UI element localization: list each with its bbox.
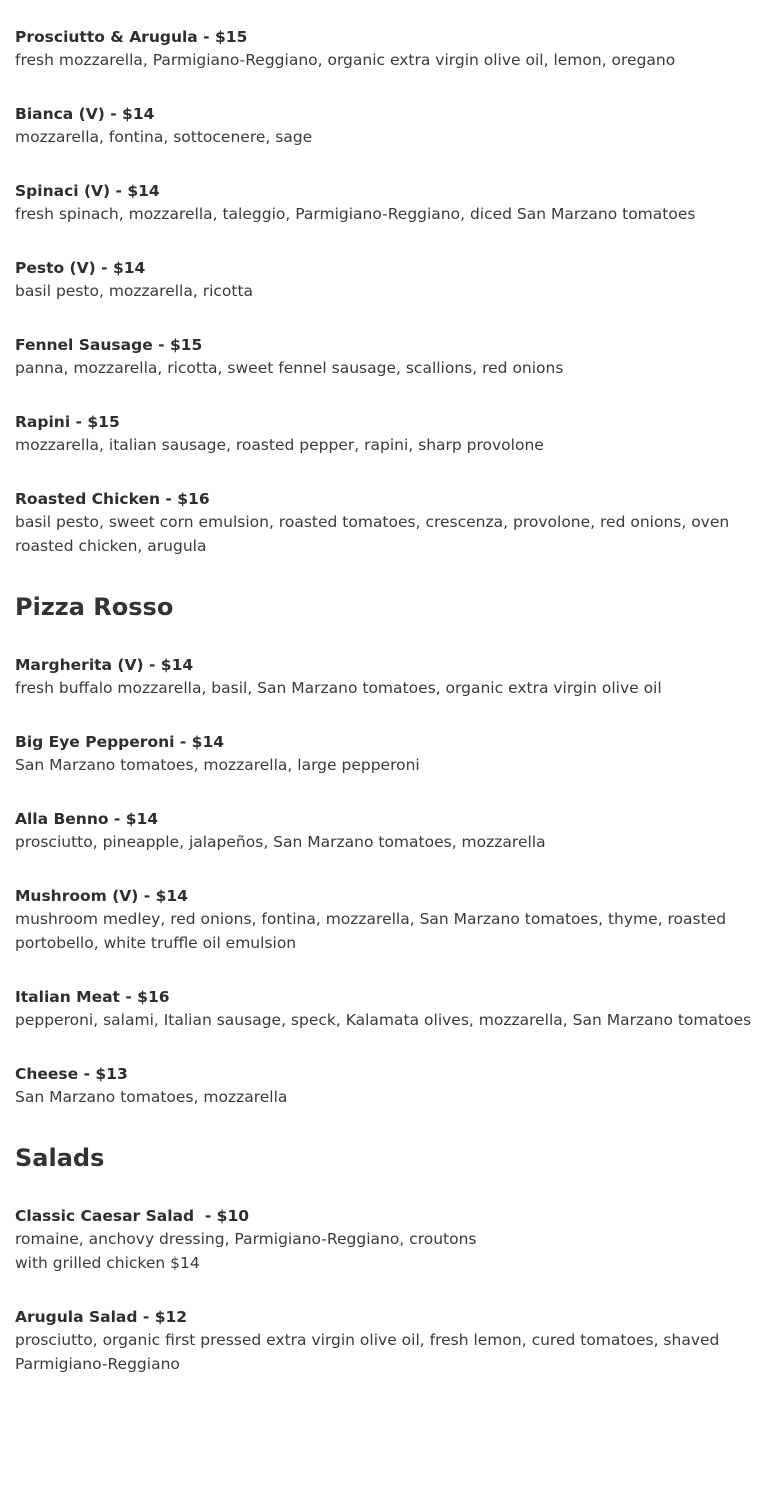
menu-item-description: pepperoni, salami, Italian sausage, speck, Kalamata olives, mozzarella, San Marzano tomatoes bbox=[15, 1011, 752, 1029]
menu-item-name: Spinaci (V) - $14 bbox=[15, 182, 160, 200]
menu-item bbox=[15, 103, 755, 149]
menu-item-name: Margherita (V) - $14 bbox=[15, 656, 194, 674]
menu-item-description: fresh spinach, mozzarella, taleggio, Parmigiano-Reggiano, diced San Marzano tomatoes bbox=[15, 205, 696, 223]
menu-item bbox=[15, 731, 755, 777]
menu-item-name: Cheese - $13 bbox=[15, 1065, 128, 1083]
menu-section-white-pizzas bbox=[15, 26, 755, 558]
menu-item-add-on: with grilled chicken $14 bbox=[15, 1254, 200, 1272]
menu-item-description: San Marzano tomatoes, mozzarella, large pepperoni bbox=[15, 756, 420, 774]
menu-item-name: Alla Benno - $14 bbox=[15, 810, 159, 828]
menu-item-description: San Marzano tomatoes, mozzarella bbox=[15, 1088, 288, 1106]
menu-item bbox=[15, 1205, 755, 1275]
menu-section-salads bbox=[15, 1143, 755, 1376]
menu-item-description: romaine, anchovy dressing, Parmigiano-Reggiano, croutons bbox=[15, 1230, 477, 1248]
menu-item-name: Mushroom (V) - $14 bbox=[15, 887, 188, 905]
menu-item bbox=[15, 1306, 755, 1376]
menu-item-description: panna, mozzarella, ricotta, sweet fennel sausage, scallions, red onions bbox=[15, 359, 564, 377]
menu-item-name: Big Eye Pepperoni - $14 bbox=[15, 733, 225, 751]
menu-item-name: Italian Meat - $16 bbox=[15, 988, 170, 1006]
menu-section-pizza-rosso bbox=[15, 592, 755, 1109]
menu-item-description: fresh buffalo mozzarella, basil, San Marzano tomatoes, organic extra virgin olive oil bbox=[15, 679, 662, 697]
menu-item bbox=[15, 654, 755, 700]
menu-item-name: Arugula Salad - $12 bbox=[15, 1308, 188, 1326]
menu-item-description: mozzarella, fontina, sottocenere, sage bbox=[15, 128, 313, 146]
menu-item-description: mushroom medley, red onions, fontina, mozzarella, San Marzano tomatoes, thyme, roasted portobello, white truffle oil emulsion bbox=[15, 910, 727, 952]
menu-item-name: Roasted Chicken - $16 bbox=[15, 490, 210, 508]
menu-item bbox=[15, 1063, 755, 1109]
menu-item-name: Bianca (V) - $14 bbox=[15, 105, 155, 123]
menu-item-name: Classic Caesar Salad - $10 bbox=[15, 1207, 250, 1225]
menu-item-description: basil pesto, sweet corn emulsion, roasted tomatoes, crescenza, provolone, red onions, oven roasted chicken, arugula bbox=[15, 513, 730, 555]
section-heading: Pizza Rosso bbox=[15, 593, 174, 621]
menu-item-description: basil pesto, mozzarella, ricotta bbox=[15, 282, 254, 300]
menu-item bbox=[15, 885, 755, 955]
menu-item bbox=[15, 808, 755, 854]
menu-item-name: Prosciutto & Arugula - $15 bbox=[15, 28, 248, 46]
menu-item bbox=[15, 257, 755, 303]
section-heading: Salads bbox=[15, 1144, 105, 1172]
menu-item bbox=[15, 488, 755, 558]
menu-item-description: mozzarella, italian sausage, roasted pepper, rapini, sharp provolone bbox=[15, 436, 544, 454]
menu-item bbox=[15, 411, 755, 457]
menu-item bbox=[15, 180, 755, 226]
menu-item-description: fresh mozzarella, Parmigiano-Reggiano, organic extra virgin olive oil, lemon, oregano bbox=[15, 51, 676, 69]
menu-item-description: prosciutto, organic first pressed extra virgin olive oil, fresh lemon, cured tomatoes, shaved Parmigiano-Reggiano bbox=[15, 1331, 720, 1373]
menu-item-name: Rapini - $15 bbox=[15, 413, 120, 431]
menu-item bbox=[15, 986, 755, 1032]
menu-item-description: prosciutto, pineapple, jalapeños, San Marzano tomatoes, mozzarella bbox=[15, 833, 546, 851]
menu-item bbox=[15, 26, 755, 72]
menu-item-name: Pesto (V) - $14 bbox=[15, 259, 146, 277]
menu-item-name: Fennel Sausage - $15 bbox=[15, 336, 203, 354]
menu-item bbox=[15, 334, 755, 380]
